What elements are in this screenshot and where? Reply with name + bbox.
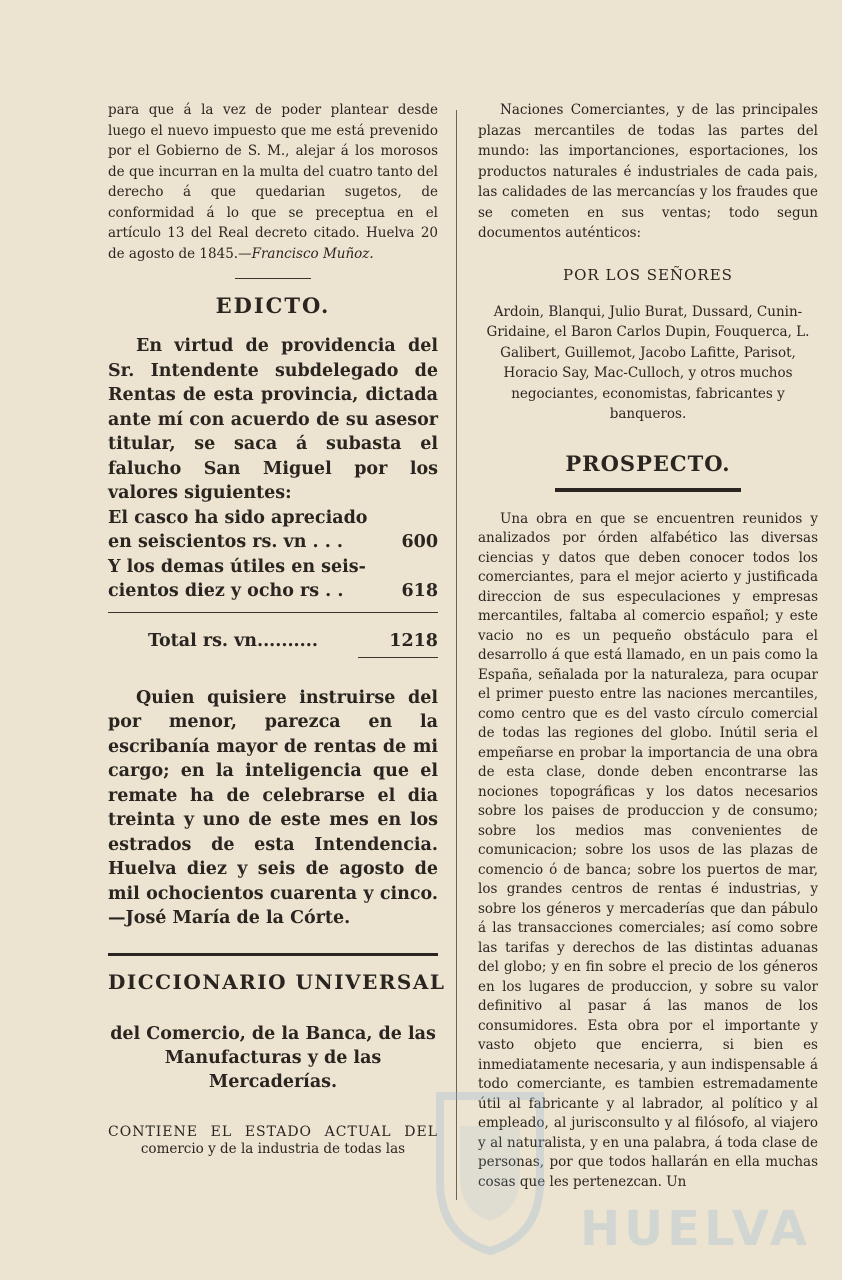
value-2-amount: 618 bbox=[401, 581, 438, 601]
edicto-heading: EDICTO. bbox=[215, 293, 331, 318]
value-1-amount: 600 bbox=[401, 532, 438, 552]
watermark-text: HUELVA bbox=[580, 1201, 811, 1257]
value-2-label: cientos diez y ocho rs . . bbox=[108, 581, 344, 601]
thick-separator bbox=[108, 953, 438, 956]
value-row-2-label: Y los demas útiles en seis- bbox=[108, 556, 366, 577]
edicto-text: En virtud de providencia del Sr. Intendente subdelegado de Rentas de esta provincia, dictada ante mí con acuerdo de su asesor titular, se saca á subasta el falucho San Miguel por los valores siguientes: bbox=[108, 336, 438, 503]
total-row bbox=[148, 629, 438, 653]
value-1-label: en seiscientos rs. vn . . . bbox=[108, 532, 344, 552]
prospecto-body: Una obra en que se encuentren reunidos y analizados por órden alfabético las diversas ciencias y datos que deben conocer todos los comerciantes, para el mejor acierto y justificada direccion de sus especulaciones y empresas mercantiles, faltaba al comercio español; y este vacio no es un pequeño obstáculo para el desarrollo á que está llamado, en un pais como la España, señalada por la naturaleza, para ocupar el primer puesto entre las naciones mercantiles, como centro que es del vasto círculo comercial de todas las regiones del globo. Inútil seria el empeñarse en probar la importancia de una obra de esta clase, donde deben encontrarse las nociones topográficas y los datos necesarios sobre los paises de produccion y de consumo; sobre los medios mas convenientes de comunicacion; sobre los usos de las plazas de comencio ó de banca; sobre los puertos de mar, los grandes centros de rentas é industrias, y sobre los géneros y mercaderías que dan pábulo á las transacciones comerciales; así como sobre las tarifas y derechos de las distintas aduanas del globo; y en fin sobre el precio de los géneros en los lugares de produccion, y sobre su valor definitivo al pasar á las manos de los consumidores. Esta obra por el importante y vasto objeto que encierra, si bien es inmediatamente necesaria, y aun indispensable á todo comerciante, es tambien estremadamente útil al fabricante y al labrador, al político y al empleado, al jurisconsulto y al filósofo, al viajero y al naturalista, y en una palabra, á toda clase de personas, por que todos hallarán en ella muchas cosas que les pertenezcan. Un bbox=[478, 510, 818, 1190]
diccionario-title: DICCIONARIO UNIVERSAL bbox=[108, 969, 446, 994]
column-divider bbox=[456, 110, 457, 1200]
value-row-1 bbox=[108, 530, 438, 555]
contiene-body: comercio y de la industria de todas las bbox=[140, 1140, 406, 1157]
total-label: Total rs. vn.......... bbox=[148, 630, 318, 651]
separator-rule bbox=[235, 278, 311, 279]
prospecto-heading: PROSPECTO. bbox=[565, 450, 731, 476]
left-column bbox=[108, 100, 446, 1159]
value-row-1-label: El casco ha sido apreciado bbox=[108, 507, 368, 528]
signature-francisco: —Francisco Muñoz. bbox=[238, 245, 374, 262]
diccionario-subtitle: del Comercio, de la Banca, de las Manufacturas y de las Mercaderías. bbox=[110, 1023, 436, 1092]
intro-text: para que á la vez de poder plantear desde luego el nuevo impuesto que me está prevenido por el Gobierno de S. M., alejar á los morosos de que incurran en la multa del cuatro tanto del derecho á que quedarian sugetos, de conformidad á lo que se preceptua en el artículo 13 del Real decreto citado. Huelva 20 de agosto de 1845. bbox=[108, 102, 438, 262]
por-heading: POR LOS SEÑORES bbox=[563, 265, 733, 284]
value-row-2 bbox=[108, 579, 438, 604]
total-amount: 1218 bbox=[389, 630, 438, 651]
prospecto-rule bbox=[555, 488, 741, 492]
values-rule bbox=[108, 612, 438, 613]
right-column bbox=[478, 100, 818, 1192]
intro-paragraph bbox=[108, 100, 438, 264]
total-rule bbox=[358, 657, 438, 658]
quien-paragraph: Quien quisiere instruirse del por menor, parezca en la escribanía mayor de rentas de mi cargo; en la inteligencia que el remate ha de celebrarse el dia treinta y uno de este mes en los estrados de esta Intendencia. Huelva diez y seis de agosto de mil ochocientos cuarenta y cinco.—José María de la Córte. bbox=[108, 687, 438, 928]
authors-list: Ardoin, Blanqui, Julio Burat, Dussard, Cunin-Gridaine, el Baron Carlos Dupin, Fouquerca, L. Galibert, Guillemot, Jacobo Lafitte, Parisot, Horacio Say, Mac-Culloch, y otros muchos negociantes, economistas, fabricantes y banqueros. bbox=[486, 303, 810, 422]
edicto-body bbox=[108, 334, 438, 604]
top-paragraph: Naciones Comerciantes, y de las principales plazas mercantiles de todas las partes del mundo: las importanciones, esportaciones, los productos naturales é industriales de cada pais, las calidades de las mercancías y los fraudes que se cometen en sus ventas; todo segun documentos auténticos: bbox=[478, 102, 818, 241]
contiene-heading: CONTIENE EL ESTADO ACTUAL DEL bbox=[108, 1123, 438, 1140]
